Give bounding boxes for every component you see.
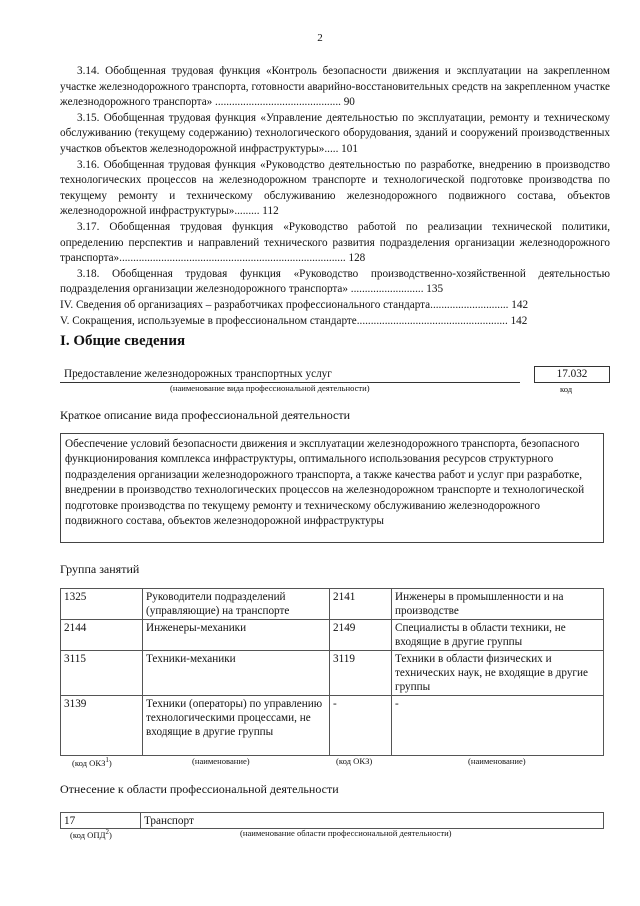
opd-name-cell: Транспорт bbox=[141, 813, 604, 829]
okz-name-cell: Инженеры-механики bbox=[143, 620, 330, 651]
area-label: Отнесение к области профессиональной деятельности bbox=[60, 782, 339, 796]
okz-name-cell: - bbox=[392, 696, 604, 756]
okz-code-cell: 2149 bbox=[330, 620, 392, 651]
okz-name-cell: Руководители подразделений (управляющие) на транспорте bbox=[143, 589, 330, 620]
okz-name-cell: Инженеры в промышленности и на производстве bbox=[392, 589, 604, 620]
table-row bbox=[61, 589, 604, 620]
table-row bbox=[61, 696, 604, 756]
group-label: Группа занятий bbox=[60, 562, 140, 576]
caption-opd-code: (код ОПД$^2$) bbox=[70, 828, 112, 840]
okz-code-cell: 3139 bbox=[61, 696, 143, 756]
okz-name-cell: Техники в области физических и технических наук, не входящие в другие группы bbox=[392, 651, 604, 696]
caption-okz-code-2: (код ОКЗ) bbox=[336, 756, 373, 766]
table-row bbox=[61, 620, 604, 651]
okz-code-cell: 2144 bbox=[61, 620, 143, 651]
okz-code-cell: 3119 bbox=[330, 651, 392, 696]
okz-name-cell: Техники (операторы) по управлению технологическими процессами, не входящие в другие группы bbox=[143, 696, 330, 756]
toc-entry-3-18[interactable]: 3.18. Обобщенная трудовая функция «Руководство производственно-хозяйственной деятельностью подразделения организации железнодорожного транспорта» .......................... 135 bbox=[60, 267, 610, 296]
activity-kind-name: Предоставление железнодорожных транспортных услуг bbox=[64, 368, 332, 380]
description-box: Обеспечение условий безопасности движения и эксплуатации железнодорожного транспорта, безопасного функционирования комплекса инфраструктуры, оптимального использования ресурсов структурного подразделения организации железнодорожного транспорта, а также качества работ и услуг при разработке, внедрении в производство технологических процессов на железнодорожном транспорте и технологической подготовке производства по текущему ремонту и техническому обслуживанию железнодорожного подвижного состава, объектов железнодорожной инфраструктуры bbox=[60, 433, 604, 543]
okz-code-cell: - bbox=[330, 696, 392, 756]
activity-kind-caption: (наименование вида профессиональной деятельности) bbox=[170, 383, 370, 393]
caption-name-1: (наименование) bbox=[192, 756, 250, 766]
caption-okz-code-1: (код ОКЗ$^1$) bbox=[72, 756, 112, 768]
toc-entry-3-17[interactable]: 3.17. Обобщенная трудовая функция «Руководство работой по реализации технической политики, определению перспектив и направлений технического развития подразделения организации железнодорожного транспорта»................................................................................. 128 bbox=[60, 220, 610, 265]
okz-code-cell: 3115 bbox=[61, 651, 143, 696]
activity-kind-code: 17.032 bbox=[534, 366, 610, 383]
okz-name-cell: Техники-механики bbox=[143, 651, 330, 696]
caption-opd-name: (наименование области профессиональной деятельности) bbox=[240, 828, 452, 838]
toc-entry-v[interactable]: V. Сокращения, используемые в профессиональном стандарте...................................................... 142 bbox=[60, 314, 528, 327]
page-number: 2 bbox=[317, 32, 323, 44]
section-title: I. Общие сведения bbox=[60, 333, 186, 349]
okz-code-cell: 2141 bbox=[330, 589, 392, 620]
toc-entry-3-15[interactable]: 3.15. Обобщенная трудовая функция «Управление деятельностью по эксплуатации, ремонту и техническому обслуживанию (текущему содержанию) технологического оборудования, зданий и сооружений производственных участков объектов железнодорожной инфраструктуры»..... 101 bbox=[60, 111, 610, 155]
activity-area-table bbox=[60, 812, 604, 829]
toc-entry-3-14[interactable]: 3.14. Обобщенная трудовая функция «Контроль безопасности движения и эксплуатации на закрепленном участке железнодорожного транспорта, готовности аварийно-восстановительных средств на закрепленном участке железнодорожного транспорта» ............................................. 90 bbox=[60, 65, 610, 109]
toc-entry-3-16[interactable]: 3.16. Обобщенная трудовая функция «Руководство деятельностью по разработке, внедрению в производство технологических процессов на железнодорожном транспорте и технологической подготовке производства по текущему ремонту и техническому обслуживанию железнодорожного подвижного состава, объектов железнодорожной инфраструктуры»......... 112 bbox=[60, 158, 610, 218]
table-of-contents bbox=[60, 64, 610, 329]
caption-name-2: (наименование) bbox=[468, 756, 526, 766]
table-row bbox=[61, 651, 604, 696]
table-row bbox=[61, 813, 604, 829]
occupation-group-table bbox=[60, 588, 604, 756]
okz-name-cell: Специалисты в области техники, не входящие в другие группы bbox=[392, 620, 604, 651]
opd-code-cell: 17 bbox=[61, 813, 141, 829]
okz-code-cell: 1325 bbox=[61, 589, 143, 620]
description-label: Краткое описание вида профессиональной деятельности bbox=[60, 408, 351, 422]
activity-kind-code-caption: код bbox=[560, 384, 573, 394]
toc-entry-iv[interactable]: IV. Сведения об организациях – разработчиках профессионального стандарта............................ 142 bbox=[60, 298, 529, 311]
